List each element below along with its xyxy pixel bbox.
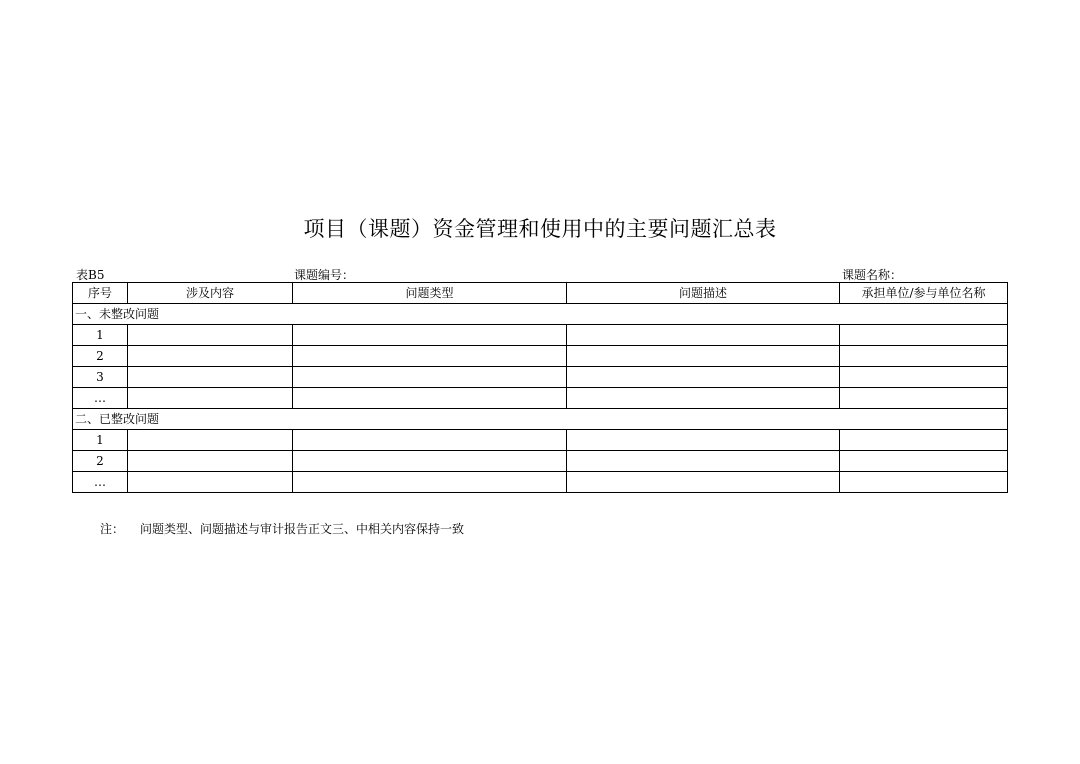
cell-issue-type[interactable]	[293, 325, 567, 346]
summary-table	[72, 282, 1008, 493]
cell-unit-name[interactable]	[840, 430, 1008, 451]
cell-content[interactable]	[128, 451, 293, 472]
footnote-label: 注：	[100, 522, 125, 536]
cell-issue-type[interactable]	[293, 388, 567, 409]
row-index: 2	[73, 451, 128, 472]
table-id-label: 表B5	[76, 268, 105, 282]
row-index: …	[73, 472, 128, 493]
cell-content[interactable]	[128, 367, 293, 388]
cell-content[interactable]	[128, 388, 293, 409]
section-row-rectified	[73, 409, 1008, 430]
cell-unit-name[interactable]	[840, 346, 1008, 367]
header-unit-name: 承担单位/参与单位名称	[840, 283, 1008, 304]
section-title: 二、已整改问题	[73, 409, 1008, 430]
cell-unit-name[interactable]	[840, 388, 1008, 409]
project-code-label: 课题编号：	[294, 268, 355, 282]
cell-issue-type[interactable]	[293, 346, 567, 367]
table-row	[73, 451, 1008, 472]
section-title: 一、未整改问题	[73, 304, 1008, 325]
cell-issue-type[interactable]	[293, 451, 567, 472]
project-name-label: 课题名称：	[842, 268, 903, 282]
cell-issue-description[interactable]	[567, 346, 840, 367]
cell-unit-name[interactable]	[840, 367, 1008, 388]
table-header-row	[73, 283, 1008, 304]
table-row	[73, 472, 1008, 493]
cell-unit-name[interactable]	[840, 472, 1008, 493]
cell-issue-description[interactable]	[567, 451, 840, 472]
cell-content[interactable]	[128, 346, 293, 367]
cell-issue-description[interactable]	[567, 388, 840, 409]
cell-issue-description[interactable]	[567, 367, 840, 388]
table-row	[73, 367, 1008, 388]
cell-issue-description[interactable]	[567, 430, 840, 451]
header-issue-description: 问题描述	[567, 283, 840, 304]
header-issue-type: 问题类型	[293, 283, 567, 304]
row-index: 3	[73, 367, 128, 388]
cell-unit-name[interactable]	[840, 451, 1008, 472]
cell-issue-type[interactable]	[293, 430, 567, 451]
row-index: 1	[73, 430, 128, 451]
cell-issue-type[interactable]	[293, 367, 567, 388]
table-row	[73, 346, 1008, 367]
row-index: …	[73, 388, 128, 409]
table-row	[73, 325, 1008, 346]
cell-content[interactable]	[128, 472, 293, 493]
header-index: 序号	[73, 283, 128, 304]
row-index: 1	[73, 325, 128, 346]
header-content: 涉及内容	[128, 283, 293, 304]
table-row	[73, 430, 1008, 451]
section-row-unrectified	[73, 304, 1008, 325]
cell-unit-name[interactable]	[840, 325, 1008, 346]
footnote	[100, 520, 464, 537]
table-row	[73, 388, 1008, 409]
row-index: 2	[73, 346, 128, 367]
cell-issue-type[interactable]	[293, 472, 567, 493]
footnote-text: 问题类型、问题描述与审计报告正文三、中相关内容保持一致	[140, 522, 465, 536]
cell-content[interactable]	[128, 325, 293, 346]
cell-issue-description[interactable]	[567, 325, 840, 346]
cell-issue-description[interactable]	[567, 472, 840, 493]
page-title: 项目（课题）资金管理和使用中的主要问题汇总表	[303, 217, 777, 241]
cell-content[interactable]	[128, 430, 293, 451]
